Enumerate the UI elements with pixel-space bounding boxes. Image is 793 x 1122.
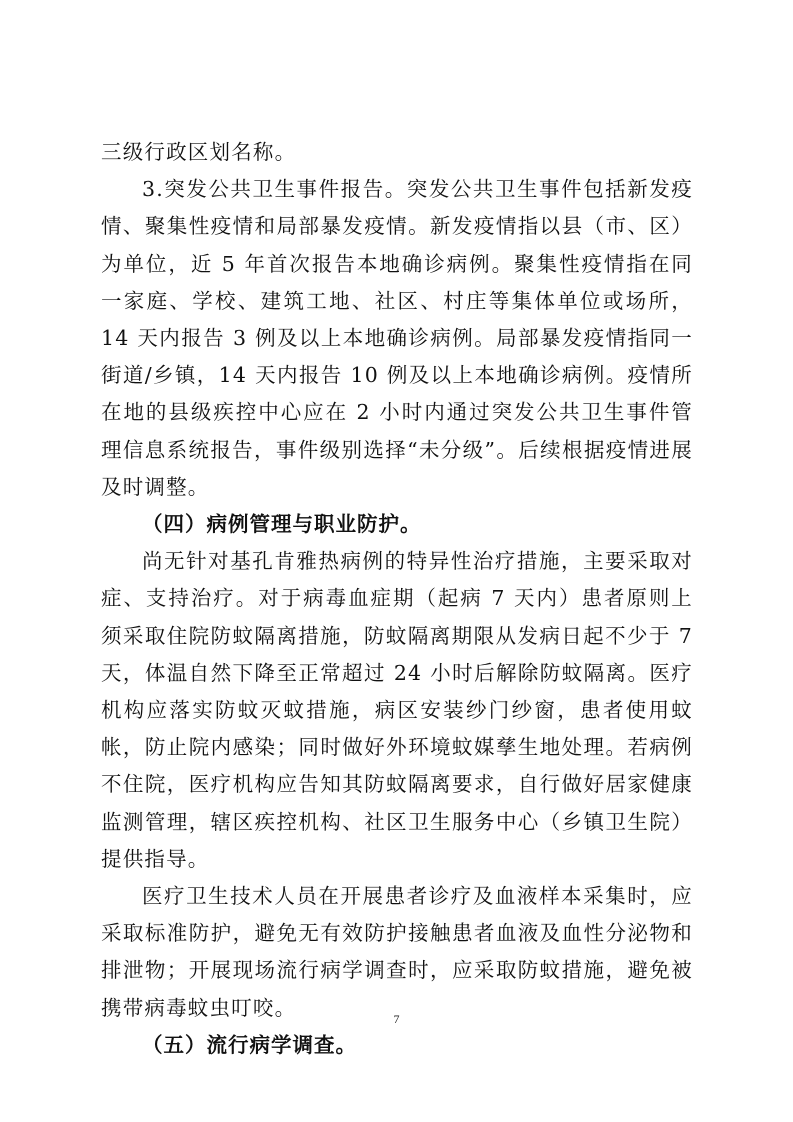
document-body	[101, 134, 693, 1064]
paragraph-case-management: 尚无针对基孔肯雅热病例的特异性治疗措施，主要采取对症、支持治疗。对于病毒血症期（起病 7 天内）患者原则上须采取住院防蚊隔离措施，防蚊隔离期限从发病日起不少于 7 天，体温自然下降至正常超过 24 小时后解除防蚊隔离。医疗机构应落实防蚊灭蚊措施，病区安装纱门纱窗，患者使用蚊帐，防止院内感染；同时做好外环境蚊媒孳生地处理。若病例不住院，医疗机构应告知其防蚊隔离要求，自行做好居家健康监测管理，辖区疾控机构、社区卫生服务中心（乡镇卫生院）提供指导。	[101, 549, 693, 871]
paragraph-continuation: 三级行政区划名称。	[101, 140, 297, 164]
section-heading-epidemiological-investigation: （五）流行病学调查。	[142, 1032, 357, 1057]
section-heading-case-management: （四）病例管理与职业防护。	[142, 512, 422, 537]
paragraph-occupational-protection: 医疗卫生技术人员在开展患者诊疗及血液样本采集时，应采取标准防护，避免无有效防护接触患者血液及血性分泌物和排泄物；开展现场流行病学调查时，应采取防蚊措施，避免被携带病毒蚊虫叮咬。	[101, 884, 693, 1020]
page-number: 7	[393, 1012, 400, 1026]
paragraph-emergency-report: 3.突发公共卫生事件报告。突发公共卫生事件包括新发疫情、聚集性疫情和局部暴发疫情。新发疫情指以县（市、区）为单位，近 5 年首次报告本地确诊病例。聚集性疫情指在同一家庭、学校、建筑工地、社区、村庄等集体单位或场所，14 天内报告 3 例及以上本地确诊病例。局部暴发疫情指同一街道/乡镇，14 天内报告 10 例及以上本地确诊病例。疫情所在地的县级疾控中心应在 2 小时内通过突发公共卫生事件管理信息系统报告，事件级别选择“未分级”。后续根据疫情进展及时调整。	[101, 177, 693, 499]
